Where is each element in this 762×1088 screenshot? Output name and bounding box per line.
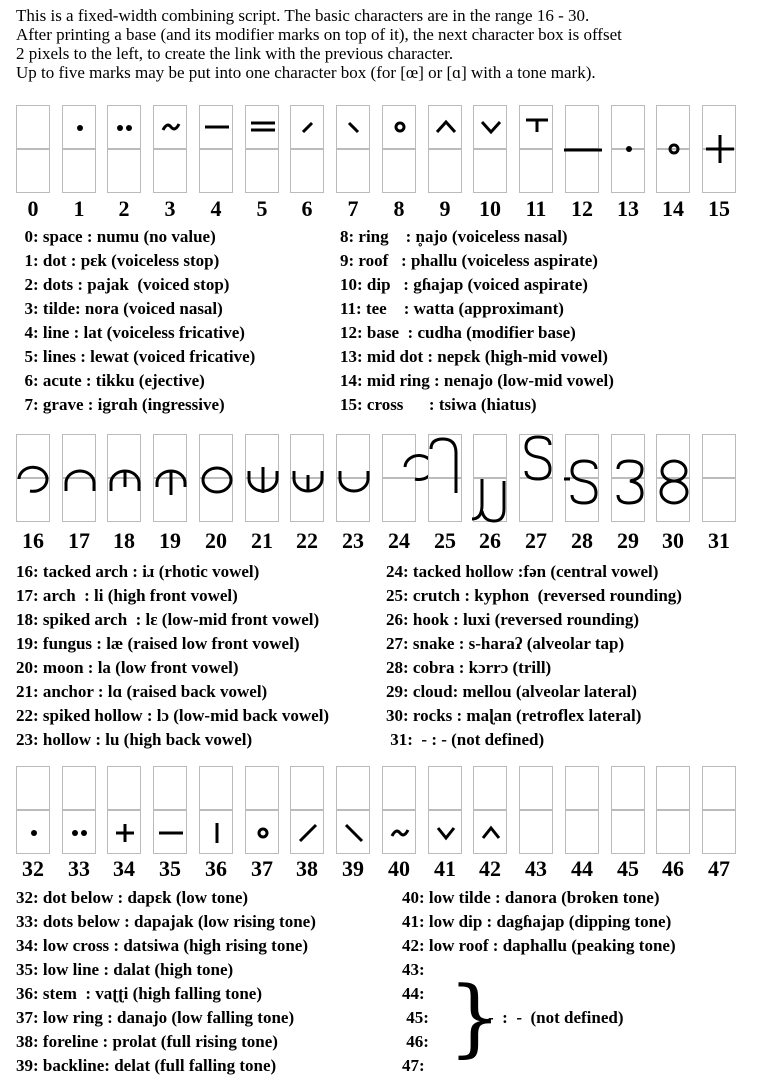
glyph-description: 1: dot : pɛk (voiceless stop) — [16, 251, 220, 270]
glyph-number: 27 — [525, 528, 547, 553]
foreline-glyph — [291, 767, 325, 855]
glyph-number: 34 — [113, 856, 135, 881]
glyph-description: 10: dip : gɦajap (voiced aspirate) — [340, 275, 588, 294]
glyph-box-stem — [199, 766, 233, 854]
glyph-box-low-line — [153, 766, 187, 854]
glyph-description: 22: spiked hollow : lɔ (low-mid back vowel) — [16, 706, 330, 725]
dip-glyph — [474, 106, 508, 194]
cobra-glyph — [566, 435, 600, 523]
glyph-number: 36 — [205, 856, 227, 881]
glyph-number: 28 — [571, 528, 593, 553]
glyph-description: 11: tee : watta (approximant) — [340, 299, 564, 318]
glyph-number-row — [16, 528, 756, 554]
glyph-number: 19 — [159, 528, 181, 553]
glyph-description: 34: low cross : datsiwa (high rising tone) — [16, 936, 308, 955]
snake-glyph — [520, 435, 554, 523]
none-glyph — [703, 767, 737, 855]
glyph-number: 7 — [347, 196, 359, 221]
anchor-glyph — [246, 435, 280, 523]
glyph-number: 47 — [708, 856, 730, 881]
space-glyph — [17, 106, 51, 194]
glyph-box-tilde — [153, 105, 187, 193]
tilde-glyph — [154, 106, 188, 194]
glyph-box-snake — [519, 434, 553, 522]
glyph-description: 5: lines : lewat (voiced fricative) — [16, 347, 256, 366]
glyph-box-tee — [519, 105, 553, 193]
intro-text — [16, 6, 756, 82]
glyph-box-space — [16, 105, 50, 193]
glyph-number: 9 — [439, 196, 451, 221]
glyph-number: 13 — [617, 196, 639, 221]
low-roof-glyph — [474, 767, 508, 855]
glyph-description: 31: - : - (not defined) — [386, 730, 545, 749]
low-line-glyph — [154, 767, 188, 855]
backline-glyph — [337, 767, 371, 855]
glyph-description: 4: line : lat (voiceless fricative) — [16, 323, 245, 342]
glyph-description: 44: — [402, 984, 425, 1003]
glyph-box-hook — [473, 434, 507, 522]
glyph-description: 8: ring : n̥ajo (voiceless nasal) — [340, 227, 568, 246]
glyph-number: 35 — [159, 856, 181, 881]
grave-glyph — [337, 106, 371, 194]
glyph-box-mid-dot — [611, 105, 645, 193]
tacked-hollow-glyph — [383, 435, 417, 523]
intro-line: 2 pixels to the left, to create the link with the previous character. — [16, 44, 454, 63]
glyph-number: 24 — [388, 528, 410, 553]
glyph-box-backline — [336, 766, 370, 854]
glyph-box-low-roof — [473, 766, 507, 854]
glyph-description: 37: low ring : danajo (low falling tone) — [16, 1008, 295, 1027]
glyph-number: 22 — [296, 528, 318, 553]
glyph-number: 32 — [22, 856, 44, 881]
none-glyph — [566, 767, 600, 855]
glyph-number: 14 — [662, 196, 684, 221]
glyph-description: 28: cobra : kɔrrɔ (trill) — [386, 658, 552, 677]
glyph-number: 21 — [251, 528, 273, 553]
glyph-description: 41: low dip : dagɦajap (dipping tone) — [402, 912, 672, 931]
glyph-number: 16 — [22, 528, 44, 553]
hook-glyph — [474, 435, 508, 523]
glyph-number: 45 — [617, 856, 639, 881]
glyph-box-low-dip — [428, 766, 462, 854]
glyph-description: 32: dot below : dapɛk (low tone) — [16, 888, 249, 907]
glyph-description: 39: backline: delat (full falling tone) — [16, 1056, 277, 1075]
dot-below-glyph — [17, 767, 51, 855]
dots-glyph — [108, 106, 142, 194]
glyph-description: 27: snake : s-haraʔ (alveolar tap) — [386, 634, 625, 653]
glyph-box-lines — [245, 105, 279, 193]
glyph-description: 2: dots : pajak (voiced stop) — [16, 275, 230, 294]
glyph-box-cobra — [565, 434, 599, 522]
line-glyph — [200, 106, 234, 194]
tee-glyph — [520, 106, 554, 194]
glyph-number: 39 — [342, 856, 364, 881]
glyph-number: 0 — [27, 196, 39, 221]
glyph-number: 33 — [68, 856, 90, 881]
glyph-box-dot-below — [16, 766, 50, 854]
glyph-box-acute — [290, 105, 324, 193]
glyph-number: 20 — [205, 528, 227, 553]
glyph-description: 6: acute : tikku (ejective) — [16, 371, 205, 390]
intro-line: Up to five marks may be put into one character box (for [œ] or [ɑ] with a tone mark). — [16, 63, 596, 82]
glyph-number: 4 — [210, 196, 222, 221]
glyph-number: 17 — [68, 528, 90, 553]
glyph-box-low-ring — [245, 766, 279, 854]
glyph-box-none — [702, 766, 736, 854]
moon-glyph — [200, 435, 234, 523]
glyph-box-row — [16, 105, 746, 195]
tacked-arch-glyph — [17, 435, 51, 523]
glyph-description: 33: dots below : dapajak (low rising tone) — [16, 912, 316, 931]
cross-glyph — [703, 106, 737, 194]
glyph-box-crutch — [428, 434, 462, 522]
glyph-description: 12: base : cudha (modifier base) — [340, 323, 576, 342]
glyph-number: 46 — [662, 856, 684, 881]
glyph-box-row — [16, 766, 746, 856]
glyph-description: 19: fungus : læ (raised low front vowel) — [16, 634, 300, 653]
glyph-box-base — [565, 105, 599, 193]
glyph-box-dot — [62, 105, 96, 193]
glyph-box-low-cross — [107, 766, 141, 854]
curly-brace: } — [448, 968, 502, 1066]
undefined-note: - : - (not defined) — [488, 1008, 624, 1027]
glyph-description: 38: foreline : prolat (full rising tone) — [16, 1032, 278, 1051]
glyph-number: 38 — [296, 856, 318, 881]
cloud-glyph — [612, 435, 646, 523]
glyph-description: 3: tilde: nora (voiced nasal) — [16, 299, 223, 318]
glyph-description: 18: spiked arch : lɛ (low-mid front vowel) — [16, 610, 320, 629]
glyph-box-cross — [702, 105, 736, 193]
intro-line: This is a fixed-width combining script. The basic characters are in the range 16 - 30. — [16, 6, 590, 25]
glyph-description: 24: tacked hollow :fən (central vowel) — [386, 562, 659, 581]
glyph-number: 23 — [342, 528, 364, 553]
glyph-number: 18 — [113, 528, 135, 553]
fungus-glyph — [154, 435, 188, 523]
dots-below-glyph — [63, 767, 97, 855]
glyph-description: 47: — [402, 1056, 425, 1075]
glyph-number-row — [16, 856, 756, 882]
glyph-box-none — [611, 766, 645, 854]
mid-ring-glyph — [657, 106, 691, 194]
glyph-number: 43 — [525, 856, 547, 881]
glyph-description: 35: low line : dalat (high tone) — [16, 960, 234, 979]
glyph-box-spiked-arch — [107, 434, 141, 522]
glyph-number: 37 — [251, 856, 273, 881]
none-glyph — [703, 435, 737, 523]
acute-glyph — [291, 106, 325, 194]
glyph-number: 31 — [708, 528, 730, 553]
glyph-description: 16: tacked arch : iɹ (rhotic vowel) — [16, 562, 260, 581]
hollow-glyph — [337, 435, 371, 523]
glyph-box-fungus — [153, 434, 187, 522]
intro-line: After printing a base (and its modifier marks on top of it), the next character box is offset — [16, 25, 622, 44]
glyph-number: 1 — [73, 196, 85, 221]
low-cross-glyph — [108, 767, 142, 855]
glyph-box-moon — [199, 434, 233, 522]
glyph-box-low-tilde — [382, 766, 416, 854]
glyph-description: 29: cloud: mellou (alveolar lateral) — [386, 682, 637, 701]
glyph-number: 25 — [434, 528, 456, 553]
mid-dot-glyph — [612, 106, 646, 194]
glyph-description: 43: — [402, 960, 425, 979]
glyph-number: 41 — [434, 856, 456, 881]
glyph-number: 10 — [479, 196, 501, 221]
glyph-description: 25: crutch : kyphon (reversed rounding) — [386, 586, 682, 605]
glyph-box-anchor — [245, 434, 279, 522]
glyph-box-foreline — [290, 766, 324, 854]
glyph-box-none — [519, 766, 553, 854]
glyph-description: 26: hook : luxi (reversed rounding) — [386, 610, 639, 629]
glyph-box-dip — [473, 105, 507, 193]
glyph-description: 36: stem : vaʈʈi (high falling tone) — [16, 984, 263, 1003]
crutch-glyph — [429, 435, 463, 523]
none-glyph — [520, 767, 554, 855]
low-dip-glyph — [429, 767, 463, 855]
glyph-box-dots — [107, 105, 141, 193]
glyph-description: 0: space : numu (no value) — [16, 227, 216, 246]
glyph-number: 5 — [256, 196, 268, 221]
glyph-description: 30: rocks : maɭan (retroflex lateral) — [386, 706, 642, 725]
glyph-description: 20: moon : la (low front vowel) — [16, 658, 239, 677]
glyph-description: 42: low roof : daphallu (peaking tone) — [402, 936, 676, 955]
glyph-box-mid-ring — [656, 105, 690, 193]
glyph-box-tacked-hollow — [382, 434, 416, 522]
glyph-box-roof — [428, 105, 462, 193]
ring-glyph — [383, 106, 417, 194]
arch-glyph — [63, 435, 97, 523]
glyph-box-dots-below — [62, 766, 96, 854]
rocks-glyph — [657, 435, 691, 523]
glyph-box-line — [199, 105, 233, 193]
spiked-arch-glyph — [108, 435, 142, 523]
glyph-box-row — [16, 434, 746, 524]
glyph-number: 44 — [571, 856, 593, 881]
glyph-description: 17: arch : li (high front vowel) — [16, 586, 238, 605]
glyph-description: 13: mid dot : nepɛk (high-mid vowel) — [340, 347, 608, 366]
lines-glyph — [246, 106, 280, 194]
glyph-number: 2 — [118, 196, 130, 221]
glyph-box-none — [702, 434, 736, 522]
glyph-number: 40 — [388, 856, 410, 881]
glyph-description: 45: — [402, 1008, 429, 1027]
glyph-box-spiked-hollow — [290, 434, 324, 522]
glyph-number: 8 — [393, 196, 405, 221]
glyph-description: 40: low tilde : danora (broken tone) — [402, 888, 660, 907]
low-ring-glyph — [246, 767, 280, 855]
glyph-number: 42 — [479, 856, 501, 881]
glyph-box-none — [565, 766, 599, 854]
spiked-hollow-glyph — [291, 435, 325, 523]
none-glyph — [657, 767, 691, 855]
glyph-number-row — [16, 196, 756, 222]
glyph-description: 21: anchor : lɑ (raised back vowel) — [16, 682, 268, 701]
roof-glyph — [429, 106, 463, 194]
glyph-box-none — [656, 766, 690, 854]
glyph-box-tacked-arch — [16, 434, 50, 522]
glyph-box-arch — [62, 434, 96, 522]
dot-glyph — [63, 106, 97, 194]
glyph-description: 7: grave : igrɑh (ingressive) — [16, 395, 225, 414]
stem-glyph — [200, 767, 234, 855]
glyph-box-grave — [336, 105, 370, 193]
base-glyph — [566, 106, 600, 194]
glyph-description: 23: hollow : lu (high back vowel) — [16, 730, 253, 749]
glyph-number: 26 — [479, 528, 501, 553]
glyph-box-hollow — [336, 434, 370, 522]
glyph-number: 6 — [301, 196, 313, 221]
glyph-description: 9: roof : phallu (voiceless aspirate) — [340, 251, 598, 270]
glyph-number: 11 — [525, 196, 547, 221]
glyph-description: 46: — [402, 1032, 429, 1051]
glyph-box-cloud — [611, 434, 645, 522]
glyph-description: 15: cross : tsiwa (hiatus) — [340, 395, 537, 414]
glyph-number: 12 — [571, 196, 593, 221]
none-glyph — [612, 767, 646, 855]
low-tilde-glyph — [383, 767, 417, 855]
glyph-number: 3 — [164, 196, 176, 221]
glyph-number: 15 — [708, 196, 730, 221]
glyph-number: 29 — [617, 528, 639, 553]
glyph-box-rocks — [656, 434, 690, 522]
glyph-description: 14: mid ring : nenajo (low-mid vowel) — [340, 371, 614, 390]
glyph-box-ring — [382, 105, 416, 193]
glyph-number: 30 — [662, 528, 684, 553]
